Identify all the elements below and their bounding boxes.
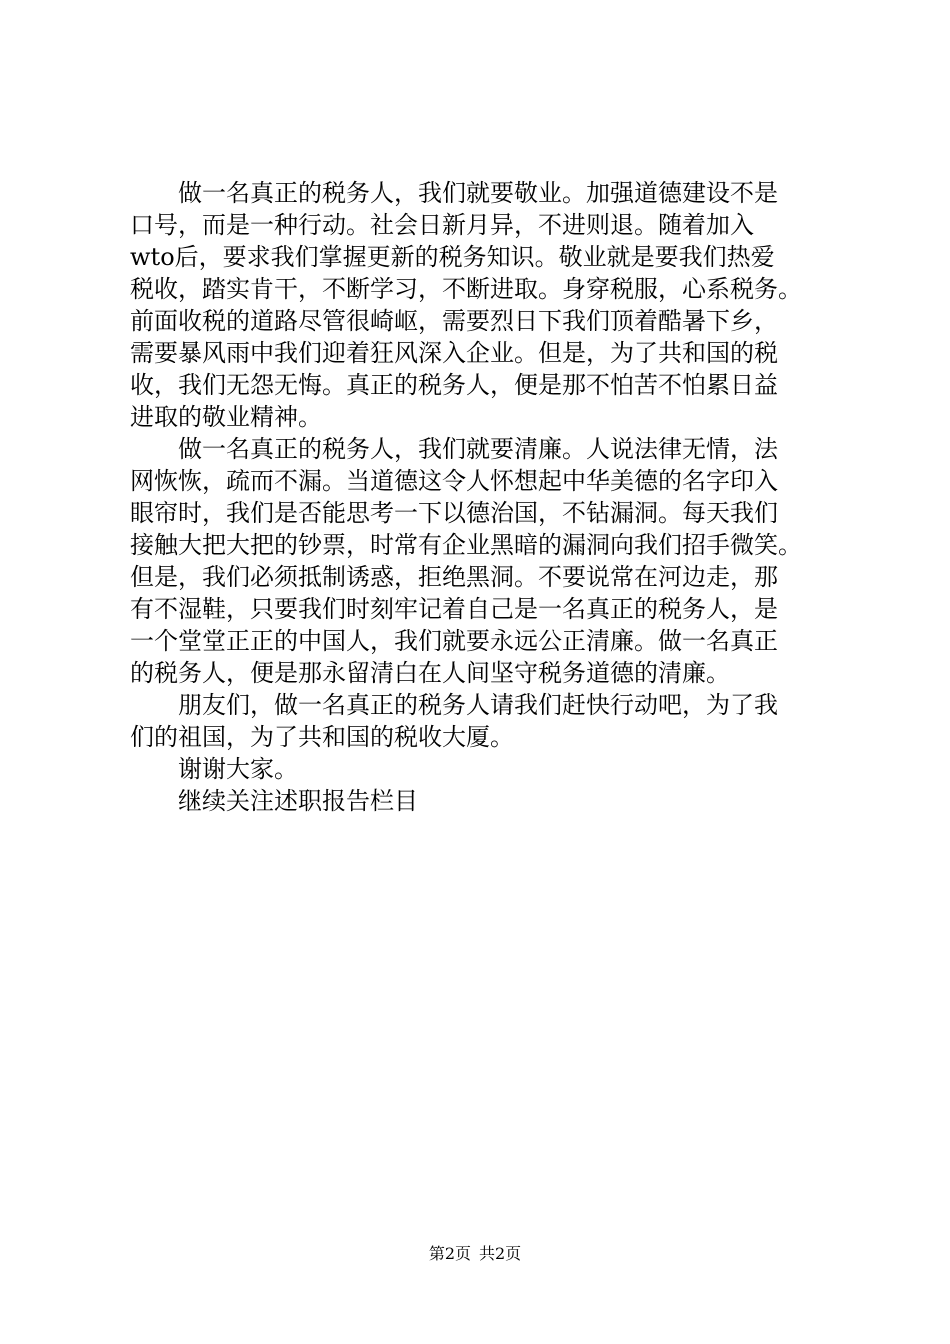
page-footer	[0, 1243, 950, 1265]
body-text-line: 前面收税的道路尽管很崎岖，需要烈日下我们顶着酷暑下乡，	[130, 307, 778, 335]
page-number-total: 共2页	[479, 1244, 522, 1263]
body-text-line: 税收，踏实肯干，不断学习，不断进取。身穿税服，心系税务。	[130, 275, 802, 303]
body-text-line: 做一名真正的税务人，我们就要敬业。加强道德建设不是	[130, 179, 778, 207]
body-text-line: 谢谢大家。	[130, 755, 298, 783]
body-text-line: 进取的敬业精神。	[130, 403, 322, 431]
body-text-line: 眼帘时，我们是否能思考一下以德治国，不钻漏洞。每天我们	[130, 499, 778, 527]
body-text-line: 一个堂堂正正的中国人，我们就要永远公正清廉。做一名真正	[130, 627, 778, 655]
body-text-line: 有不湿鞋，只要我们时刻牢记着自己是一名真正的税务人，是	[130, 595, 778, 623]
body-text-line: 继续关注述职报告栏目	[130, 787, 418, 815]
body-text-line: 的税务人，便是那永留清白在人间坚守税务道德的清廉。	[130, 659, 730, 687]
body-text-line: 收，我们无怨无悔。真正的税务人，便是那不怕苦不怕累日益	[130, 371, 778, 399]
body-text-line: 们的祖国，为了共和国的税收大厦。	[130, 723, 514, 751]
body-text-line: 接触大把大把的钞票，时常有企业黑暗的漏洞向我们招手微笑。	[130, 531, 802, 559]
body-text-line: 但是，我们必须抵制诱惑，拒绝黑洞。不要说常在河边走，那	[130, 563, 778, 591]
page-number-current: 第2页	[428, 1244, 471, 1263]
body-text-line: wto后，要求我们掌握更新的税务知识。敬业就是要我们热爱	[130, 243, 775, 271]
body-text-line: 需要暴风雨中我们迎着狂风深入企业。但是，为了共和国的税	[130, 339, 778, 367]
body-text-line: 朋友们，做一名真正的税务人请我们赶快行动吧，为了我	[130, 691, 778, 719]
body-text-line: 网恢恢，疏而不漏。当道德这令人怀想起中华美德的名字印入	[130, 467, 778, 495]
body-text-line: 口号，而是一种行动。社会日新月异，不进则退。随着加入	[130, 211, 754, 239]
body-text-line: 做一名真正的税务人，我们就要清廉。人说法律无情，法	[130, 435, 778, 463]
